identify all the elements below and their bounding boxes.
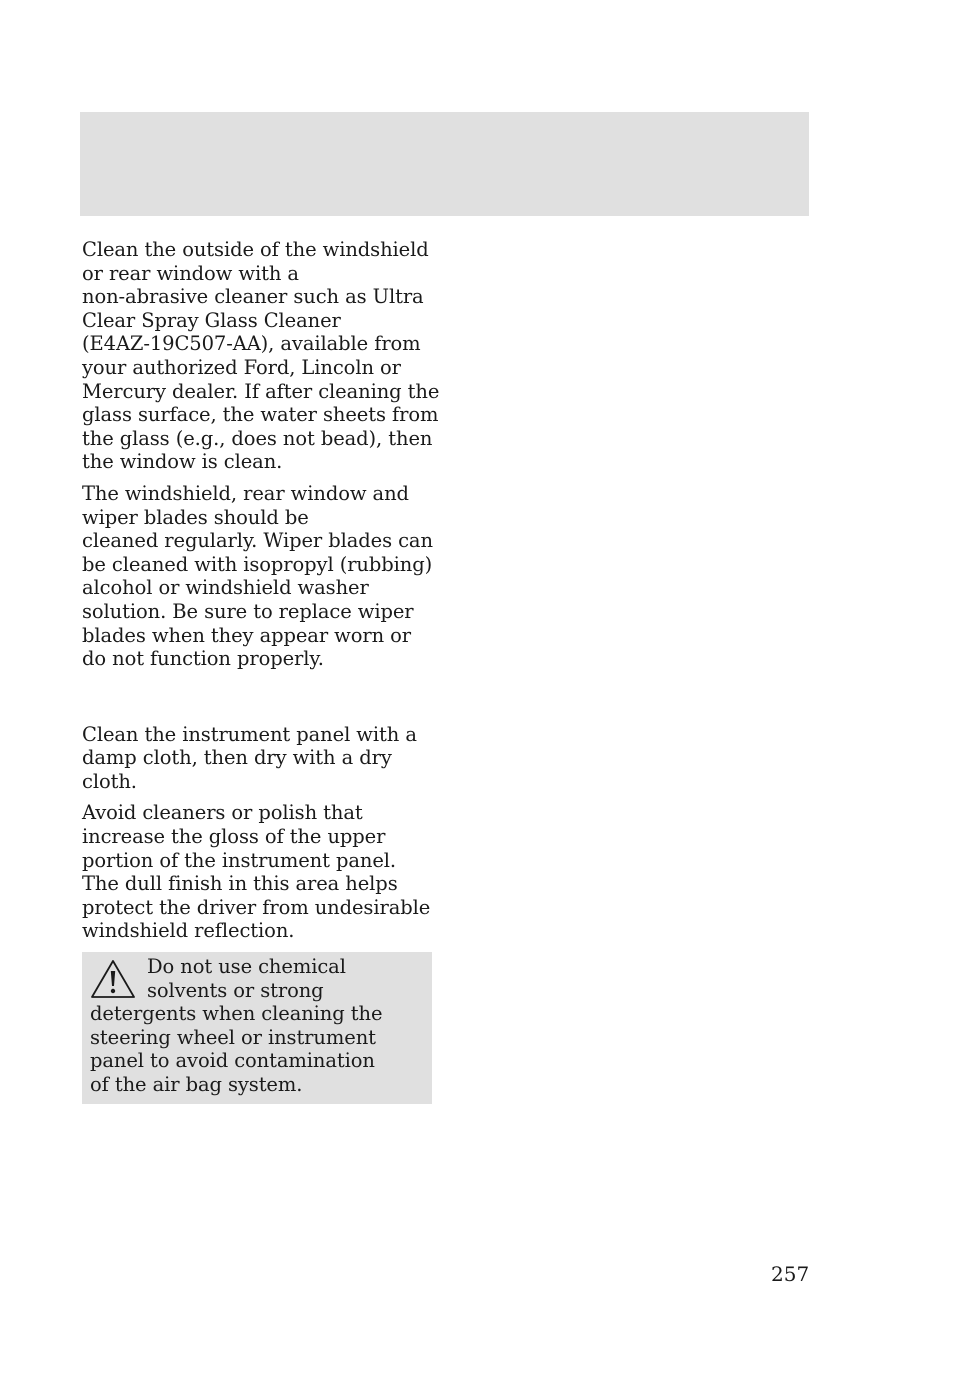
text-line: the window is clean. xyxy=(82,450,283,474)
text-line: glass surface, the water sheets from xyxy=(82,403,439,427)
text-line: the glass (e.g., does not bead), then xyxy=(82,426,433,450)
text-line: your authorized Ford, Lincoln or xyxy=(82,355,401,379)
section-header-band xyxy=(80,112,809,216)
text-line: protect the driver from undesirable xyxy=(82,895,431,919)
text-line: increase the gloss of the upper xyxy=(82,825,386,849)
warning-line: steering wheel or instrument xyxy=(90,1025,376,1049)
text-line: solution. Be sure to replace wiper xyxy=(82,599,414,623)
text-line: be cleaned with isopropyl (rubbing) xyxy=(82,552,433,576)
warning-box xyxy=(82,952,432,1104)
paragraph-instrument-panel xyxy=(82,723,434,794)
paragraph-wiper-blades xyxy=(82,482,434,671)
text-line: cloth. xyxy=(82,769,137,793)
page-number: 257 xyxy=(771,1262,810,1286)
text-line: windshield reflection. xyxy=(82,919,295,943)
text-line: Clear Spray Glass Cleaner xyxy=(82,308,341,332)
text-line: Mercury dealer. If after cleaning the xyxy=(82,379,440,403)
text-line: Avoid cleaners or polish that xyxy=(82,801,363,825)
warning-line: panel to avoid contamination xyxy=(90,1049,375,1073)
paragraph-avoid-gloss xyxy=(82,801,434,943)
text-line: Clean the outside of the windshield xyxy=(82,238,429,261)
text-line: damp cloth, then dry with a dry xyxy=(82,746,392,770)
text-line: portion of the instrument panel. xyxy=(82,848,396,872)
warning-line: of the air bag system. xyxy=(90,1073,303,1096)
warning-line: Do not use chemical xyxy=(147,955,346,979)
text-column xyxy=(82,238,440,1104)
text-line: The dull finish in this area helps xyxy=(82,872,398,896)
text-line: non-abrasive cleaner such as Ultra xyxy=(82,285,424,309)
text-line: cleaned regularly. Wiper blades can xyxy=(82,529,433,553)
text-line: (E4AZ-19C507-AA), available from xyxy=(82,332,421,356)
paragraph-windshield-cleaning xyxy=(82,238,440,474)
text-line: wiper blades should be xyxy=(82,505,309,529)
text-line: or rear window with a xyxy=(82,261,299,285)
text-line: alcohol or windshield washer xyxy=(82,576,369,600)
text-line: The windshield, rear window and xyxy=(82,481,409,505)
warning-line: detergents when cleaning the xyxy=(90,1002,383,1026)
text-line: Clean the instrument panel with a xyxy=(82,722,417,746)
warning-line: solvents or strong xyxy=(147,978,324,1002)
text-line: blades when they appear worn or xyxy=(82,623,412,647)
text-line: do not function properly. xyxy=(82,647,324,671)
warning-triangle-icon xyxy=(89,958,137,1000)
